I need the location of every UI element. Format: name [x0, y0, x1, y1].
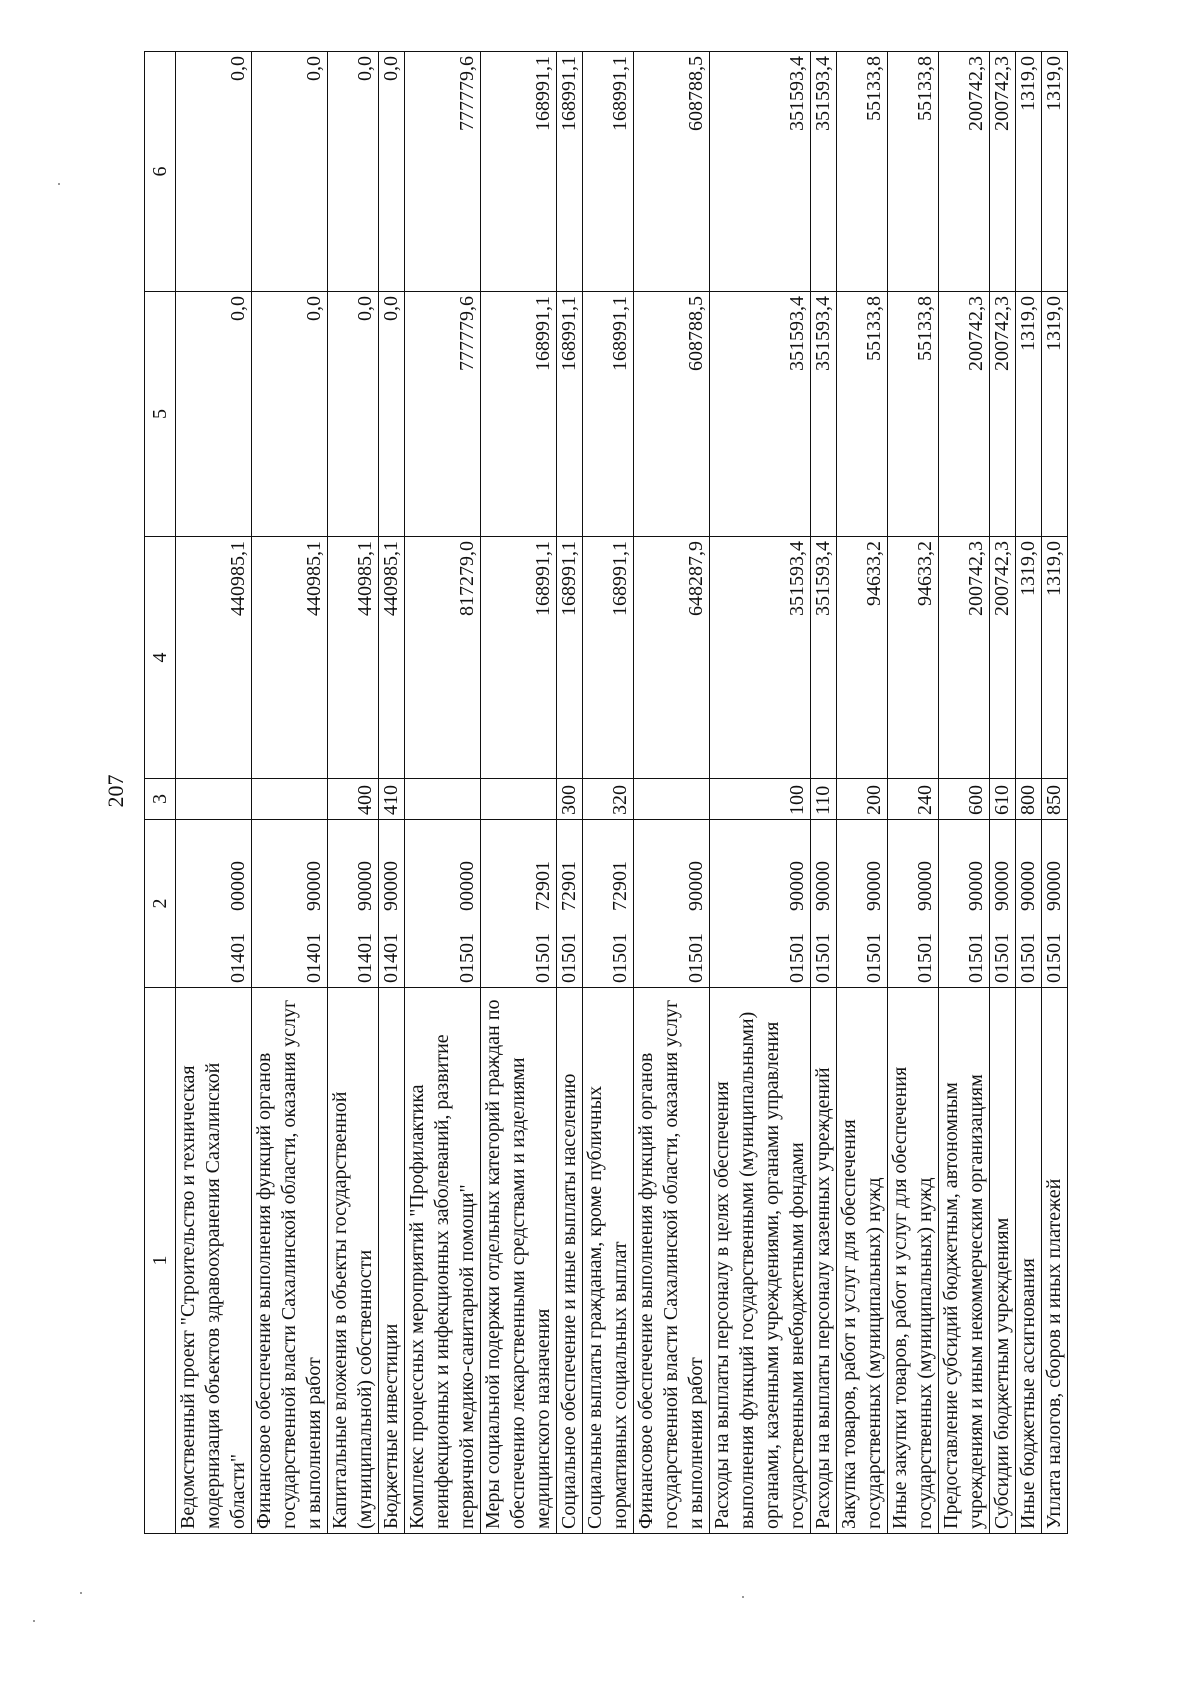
amount-col-5-cell: 0,0: [328, 292, 379, 537]
amount-col-6-cell: 55133,8: [888, 52, 939, 292]
target-article-code-2: 90000: [991, 861, 1013, 911]
expense-type-cell: 200: [837, 779, 888, 820]
amount-col-5-cell: 1319,0: [1042, 292, 1068, 537]
target-article-code-1: 01501: [1043, 933, 1065, 983]
target-article-code-2: 72901: [532, 861, 554, 911]
amount-col-4-cell: 168991,1: [557, 537, 583, 779]
target-article-code-2: 90000: [354, 861, 376, 911]
table-row: [990, 52, 1016, 1534]
expense-type-cell: 400: [328, 779, 379, 820]
amount-col-6-cell: 777779,6: [405, 52, 481, 292]
amount-col-6-cell: 200742,3: [990, 52, 1016, 292]
row-name-cell: Расходы на выплаты персоналу казенных учреждений: [811, 988, 837, 1534]
amount-col-4-cell: 440985,1: [176, 537, 252, 779]
header-col-5: 5: [145, 292, 176, 537]
target-article-code-2: 90000: [1017, 861, 1039, 911]
expense-type-cell: 240: [888, 779, 939, 820]
amount-col-5-cell: 351593,4: [811, 292, 837, 537]
amount-col-6-cell: 0,0: [252, 52, 328, 292]
row-name-cell: Комплекс процессных мероприятий "Профилактика неинфекционных и инфекционных заболеваний, развитие первичной медико-санитарной помощи": [405, 988, 481, 1534]
row-name-cell: Финансовое обеспечение выполнения функций органов государственной власти Сахалинской области, оказания услуг и выполнения работ: [252, 988, 328, 1534]
table-row: [328, 52, 379, 1534]
target-article-cell: [939, 820, 990, 988]
table-row: [252, 52, 328, 1534]
expense-type-cell: 610: [990, 779, 1016, 820]
amount-col-6-cell: 168991,1: [557, 52, 583, 292]
target-article-cell: [252, 820, 328, 988]
amount-col-5-cell: 0,0: [379, 292, 405, 537]
amount-col-5-cell: 0,0: [252, 292, 328, 537]
expense-type-cell: [481, 779, 557, 820]
target-article-code-2: 72901: [609, 861, 631, 911]
target-article-code-2: 90000: [786, 861, 808, 911]
header-col-2: 2: [145, 820, 176, 988]
amount-col-4-cell: 1319,0: [1016, 537, 1042, 779]
amount-col-4-cell: 200742,3: [990, 537, 1016, 779]
target-article-code-1: 01401: [227, 933, 249, 983]
row-name-cell: Предоставление субсидий бюджетным, автономным учреждениям и иным некоммерческим организациям: [939, 988, 990, 1534]
table-row: [811, 52, 837, 1534]
amount-col-6-cell: 0,0: [176, 52, 252, 292]
target-article-cell: [990, 820, 1016, 988]
amount-col-5-cell: 168991,1: [583, 292, 634, 537]
target-article-code-1: 01501: [991, 933, 1013, 983]
table-row: [1042, 52, 1068, 1534]
target-article-code-2: 90000: [914, 861, 936, 911]
target-article-code-1: 01501: [786, 933, 808, 983]
row-name-cell: Субсидии бюджетным учреждениям: [990, 988, 1016, 1534]
table-row: [710, 52, 811, 1534]
amount-col-6-cell: 608788,5: [634, 52, 710, 292]
amount-col-5-cell: 168991,1: [557, 292, 583, 537]
header-col-1: 1: [145, 988, 176, 1534]
expense-type-cell: [252, 779, 328, 820]
amount-col-5-cell: 608788,5: [634, 292, 710, 537]
table-row: [379, 52, 405, 1534]
target-article-cell: [405, 820, 481, 988]
amount-col-6-cell: 200742,3: [939, 52, 990, 292]
target-article-code-2: 90000: [380, 861, 402, 911]
amount-col-4-cell: 351593,4: [710, 537, 811, 779]
expense-type-cell: [176, 779, 252, 820]
scan-speck: [58, 183, 60, 185]
amount-col-5-cell: 1319,0: [1016, 292, 1042, 537]
target-article-code-1: 01501: [685, 933, 707, 983]
table-row: [837, 52, 888, 1534]
amount-col-6-cell: 351593,4: [811, 52, 837, 292]
table-row: [405, 52, 481, 1534]
amount-col-6-cell: 1319,0: [1016, 52, 1042, 292]
table-row: [583, 52, 634, 1534]
amount-col-4-cell: 94633,2: [837, 537, 888, 779]
row-name-cell: Расходы на выплаты персоналу в целях обеспечения выполнения функций государственными (муниципальными) органами, казенными учреждениями, органами управления государственными внебюджетными фондами: [710, 988, 811, 1534]
header-row: [145, 52, 176, 1534]
target-article-cell: [481, 820, 557, 988]
table-row: [176, 52, 252, 1534]
amount-col-4-cell: 168991,1: [481, 537, 557, 779]
row-name-cell: Социальные выплаты гражданам, кроме публичных нормативных социальных выплат: [583, 988, 634, 1534]
target-article-code-1: 01401: [380, 933, 402, 983]
target-article-code-1: 01501: [965, 933, 987, 983]
amount-col-4-cell: 817279,0: [405, 537, 481, 779]
amount-col-6-cell: 1319,0: [1042, 52, 1068, 292]
expense-type-cell: 410: [379, 779, 405, 820]
row-name-cell: Социальное обеспечение и иные выплаты населению: [557, 988, 583, 1534]
page-number: 207: [103, 774, 128, 808]
target-article-code-2: 90000: [303, 861, 325, 911]
target-article-code-2: 90000: [863, 861, 885, 911]
row-name-cell: Иные бюджетные ассигнования: [1016, 988, 1042, 1534]
amount-col-4-cell: 440985,1: [328, 537, 379, 779]
amount-col-5-cell: 200742,3: [990, 292, 1016, 537]
table-row: [888, 52, 939, 1534]
amount-col-5-cell: 55133,8: [837, 292, 888, 537]
header-col-4: 4: [145, 537, 176, 779]
row-name-cell: Ведомственный проект "Строительство и техническая модернизация объектов здравоохранения Сахалинской области": [176, 988, 252, 1534]
amount-col-6-cell: 0,0: [328, 52, 379, 292]
target-article-code-1: 01501: [812, 933, 834, 983]
amount-col-4-cell: 94633,2: [888, 537, 939, 779]
amount-col-6-cell: 168991,1: [481, 52, 557, 292]
amount-col-4-cell: 168991,1: [583, 537, 634, 779]
scan-speck: [742, 1596, 744, 1598]
expense-type-cell: 850: [1042, 779, 1068, 820]
target-article-cell: [557, 820, 583, 988]
table-row: [939, 52, 990, 1534]
expense-type-cell: [634, 779, 710, 820]
amount-col-4-cell: 1319,0: [1042, 537, 1068, 779]
amount-col-6-cell: 351593,4: [710, 52, 811, 292]
budget-table-container: [144, 52, 1179, 1534]
target-article-cell: [1042, 820, 1068, 988]
target-article-code-2: 90000: [685, 861, 707, 911]
amount-col-5-cell: 0,0: [176, 292, 252, 537]
amount-col-4-cell: 200742,3: [939, 537, 990, 779]
target-article-cell: [811, 820, 837, 988]
table-row: [1016, 52, 1042, 1534]
amount-col-5-cell: 777779,6: [405, 292, 481, 537]
target-article-code-1: 01401: [354, 933, 376, 983]
row-name-cell: Меры социальной подержки отдельных категорий граждан по обеспечению лекарственными средствами и изделиями медицинского назначения: [481, 988, 557, 1534]
row-name-cell: Уплата налогов, сборов и иных платежей: [1042, 988, 1068, 1534]
target-article-code-1: 01501: [1017, 933, 1039, 983]
target-article-cell: [176, 820, 252, 988]
expense-type-cell: 110: [811, 779, 837, 820]
row-name-cell: Иные закупки товаров, работ и услуг для обеспечения государственных (муниципальных) нужд: [888, 988, 939, 1534]
amount-col-4-cell: 648287,9: [634, 537, 710, 779]
amount-col-5-cell: 55133,8: [888, 292, 939, 537]
expense-type-cell: 600: [939, 779, 990, 820]
target-article-cell: [710, 820, 811, 988]
target-article-code-1: 01501: [609, 933, 631, 983]
target-article-cell: [328, 820, 379, 988]
target-article-cell: [379, 820, 405, 988]
target-article-code-1: 01501: [863, 933, 885, 983]
table-row: [634, 52, 710, 1534]
target-article-code-2: 72901: [558, 861, 580, 911]
target-article-cell: [1016, 820, 1042, 988]
amount-col-5-cell: 351593,4: [710, 292, 811, 537]
amount-col-4-cell: 440985,1: [252, 537, 328, 779]
table-row: [557, 52, 583, 1534]
target-article-code-1: 01501: [914, 933, 936, 983]
header-col-6: 6: [145, 52, 176, 292]
target-article-code-1: 01401: [303, 933, 325, 983]
expense-type-cell: 100: [710, 779, 811, 820]
expense-type-cell: 320: [583, 779, 634, 820]
target-article-code-2: 00000: [227, 861, 249, 911]
table-body: [176, 52, 1068, 1534]
amount-col-5-cell: 168991,1: [481, 292, 557, 537]
header-col-3: 3: [145, 779, 176, 820]
amount-col-4-cell: 440985,1: [379, 537, 405, 779]
target-article-code-2: 90000: [812, 861, 834, 911]
target-article-cell: [634, 820, 710, 988]
row-name-cell: Капитальные вложения в объекты государственной (муниципальной) собственности: [328, 988, 379, 1534]
row-name-cell: Закупка товаров, работ и услуг для обеспечения государственных (муниципальных) нужд: [837, 988, 888, 1534]
expense-type-cell: [405, 779, 481, 820]
scan-speck: [33, 1620, 35, 1622]
amount-col-6-cell: 55133,8: [837, 52, 888, 292]
row-name-cell: Бюджетные инвестиции: [379, 988, 405, 1534]
amount-col-6-cell: 168991,1: [583, 52, 634, 292]
amount-col-5-cell: 200742,3: [939, 292, 990, 537]
target-article-code-1: 01501: [456, 933, 478, 983]
amount-col-6-cell: 0,0: [379, 52, 405, 292]
amount-col-4-cell: 351593,4: [811, 537, 837, 779]
expense-type-cell: 800: [1016, 779, 1042, 820]
budget-table: [144, 51, 1068, 1534]
target-article-code-2: 90000: [965, 861, 987, 911]
row-name-cell: Финансовое обеспечение выполнения функций органов государственной власти Сахалинской области, оказания услуг и выполнения работ: [634, 988, 710, 1534]
target-article-cell: [583, 820, 634, 988]
target-article-code-2: 90000: [1043, 861, 1065, 911]
target-article-cell: [888, 820, 939, 988]
table-row: [481, 52, 557, 1534]
target-article-code-2: 00000: [456, 861, 478, 911]
table-header: [145, 52, 176, 1534]
expense-type-cell: 300: [557, 779, 583, 820]
target-article-code-1: 01501: [558, 933, 580, 983]
target-article-code-1: 01501: [532, 933, 554, 983]
target-article-cell: [837, 820, 888, 988]
scan-speck: [80, 1592, 82, 1594]
